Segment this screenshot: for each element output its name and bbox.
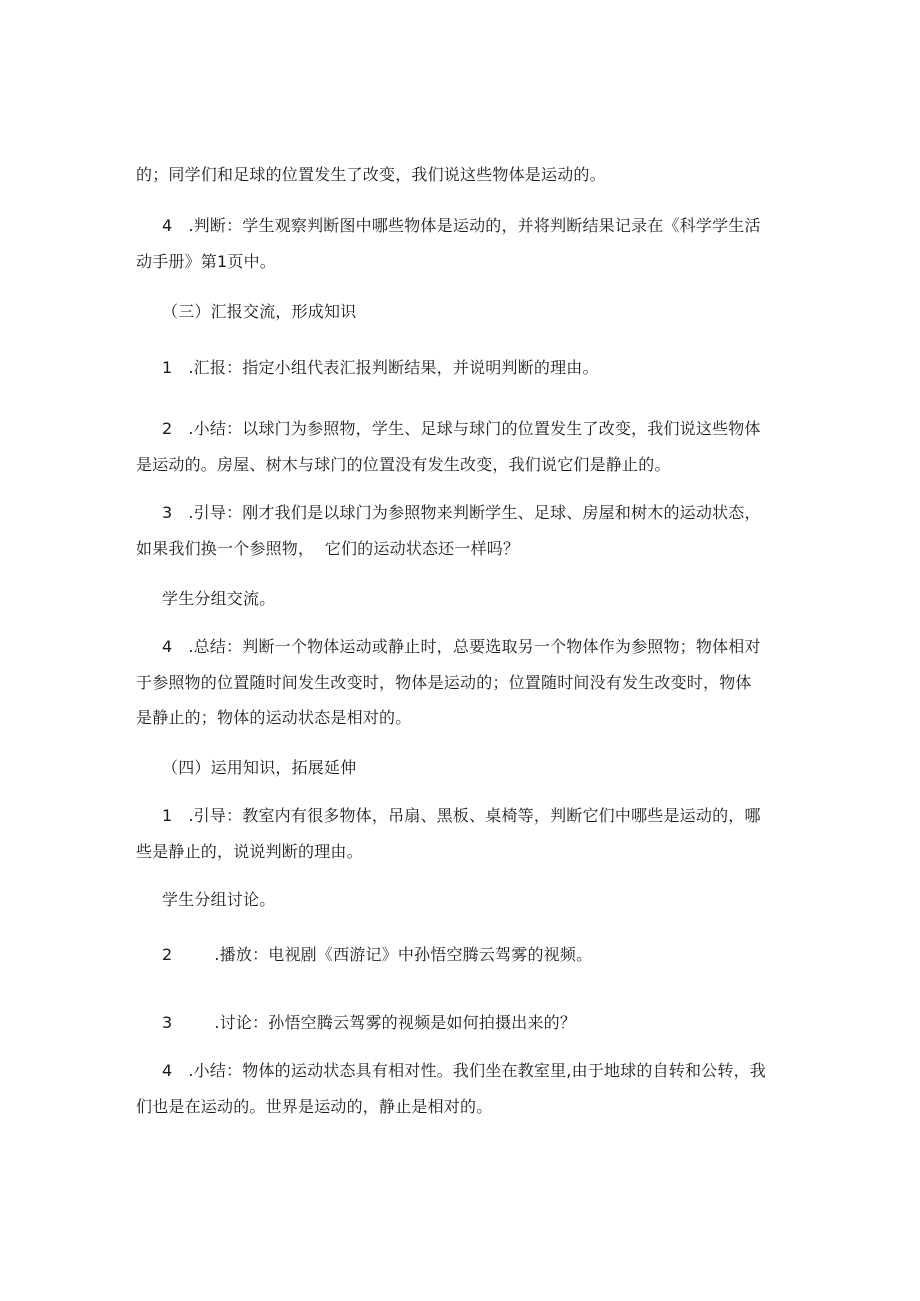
numbered-item-line: 3 .引导：刚才我们是以球门为参照物来判断学生、足球、房屋和树木的运动状态，: [162, 503, 761, 522]
numbered-item-line: 1 .汇报：指定小组代表汇报判断结果，并说明判断的理由。: [162, 358, 599, 377]
paragraph-line: 学生分组交流。: [162, 589, 276, 608]
paragraph-line: 学生分组讨论。: [162, 890, 276, 909]
item-number: 3: [162, 503, 173, 522]
paragraph-line: 的；同学们和足球的位置发生了改变，我们说这些物体是运动的。: [136, 165, 606, 184]
numbered-item-line: 1 .引导：教室内有很多物体，吊扇、黑板、桌椅等，判断它们中哪些是运动的，哪: [162, 806, 761, 825]
item-number: 1: [162, 358, 173, 377]
item-number: 3: [162, 1013, 173, 1032]
numbered-item-line: 2 .小结：以球门为参照物，学生、足球与球门的位置发生了改变，我们说这些物体: [162, 419, 761, 438]
section-heading: （三）汇报交流，形成知识: [162, 302, 357, 321]
paragraph-line: 些是静止的，说说判断的理由。: [136, 842, 363, 861]
item-number: 2: [162, 945, 173, 964]
paragraph-line: 如果我们换一个参照物， 它们的运动状态还一样吗？: [136, 539, 520, 558]
item-number: 2: [162, 419, 173, 438]
item-number: 4: [162, 216, 173, 235]
paragraph-line: 们也是在运动的。世界是运动的，静止是相对的。: [136, 1097, 493, 1116]
numbered-item-line: 4 .总结：判断一个物体运动或静止时，总要选取另一个物体作为参照物；物体相对: [162, 637, 761, 656]
item-number: 4: [162, 637, 173, 656]
numbered-item-line: 3 .讨论：孙悟空腾云驾雾的视频是如何拍摄出来的？: [162, 1013, 577, 1032]
item-number: 4: [162, 1061, 173, 1080]
paragraph-line: 动手册》第1页中。: [136, 252, 276, 271]
numbered-item-line: 4 .小结：物体的运动状态具有相对性。我们坐在教室里,由于地球的自转和公转，我: [162, 1061, 766, 1080]
numbered-item-line: 4 .判断：学生观察判断图中哪些物体是运动的，并将判断结果记录在《科学学生活: [162, 216, 761, 235]
numbered-item-line: 2 .播放：电视剧《西游记》中孙悟空腾云驾雾的视频。: [162, 945, 593, 964]
item-number: 1: [162, 806, 173, 825]
paragraph-line: 是运动的。房屋、树木与球门的位置没有发生改变，我们说它们是静止的。: [136, 455, 671, 474]
section-heading: （四）运用知识，拓展延伸: [162, 758, 357, 777]
paragraph-line: 于参照物的位置随时间发生改变时，物体是运动的；位置随时间没有发生改变时，物体: [136, 673, 752, 692]
paragraph-line: 是静止的；物体的运动状态是相对的。: [136, 708, 412, 727]
